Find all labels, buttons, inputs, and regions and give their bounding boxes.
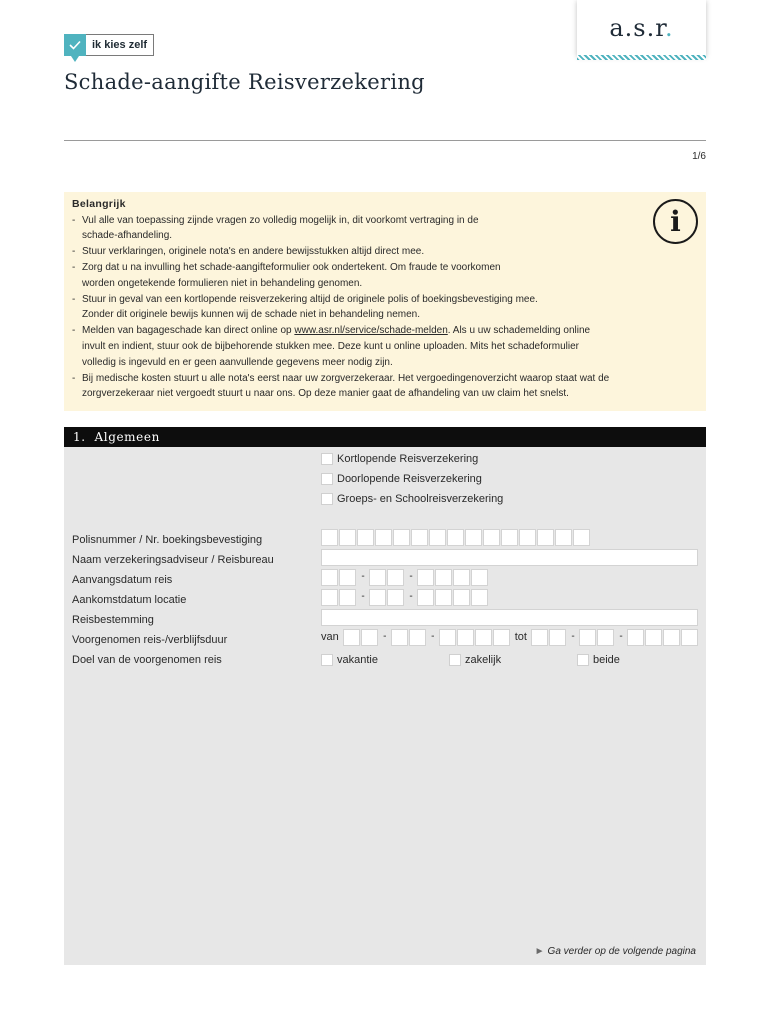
badge-label: ik kies zelf: [86, 34, 154, 56]
page-number: 1/6: [692, 151, 706, 162]
logo-text: a.s.r: [609, 14, 666, 42]
page-title: Schade-aangifte Reisverzekering: [64, 70, 425, 94]
info-list: [72, 213, 698, 403]
label-policy-number: Polisnummer / Nr. boekingsbevestiging: [72, 534, 263, 546]
ik-kies-zelf-badge: [64, 34, 154, 56]
label-advisor: Naam verzekeringsadviseur / Reisbureau: [72, 554, 274, 566]
to-label: tot: [514, 631, 527, 643]
option-groeps-school[interactable]: Groeps- en Schoolreisverzekering: [321, 493, 503, 505]
logo-stripe: [577, 55, 706, 60]
option-doorlopende[interactable]: Doorlopende Reisverzekering: [321, 473, 482, 485]
option-vakantie[interactable]: vakantie: [321, 654, 378, 666]
label-duration: Voorgenomen reis-/verblijfsduur: [72, 634, 228, 646]
checkbox[interactable]: [321, 493, 333, 505]
info-item: - Bij medische kosten stuurt u alle nota's eerst naar uw zorgverzekeraar. Het vergoedingenoverzicht waarop staat wat de zorgverzekeraar niet vergoedt stuurt u naar ons. Op deze manier gaat de afhandeling van uw claim het snelst.: [72, 371, 706, 403]
option-kortlopende[interactable]: Kortlopende Reisverzekering: [321, 453, 478, 465]
info-item: - Melden van bagageschade kan direct online op www.asr.nl/service/schade-melden. Als u uw schademelding online invult en indient, stuur ook de bijbehorende stukken mee. Deze kunt u online uploaden. Mits het schadeformulier volledig is ingevuld en er geen aanvullende gegevens meer nodig zijn.: [72, 323, 706, 370]
info-item: - Zorg dat u na invulling het schade-aangifteformulier ook ondertekent. Om fraude te voorkomen worden ongetekende formulieren niet in behandeling genomen.: [72, 260, 706, 292]
section-number: 1.: [73, 430, 86, 444]
info-item: - Stuur in geval van een kortlopende reisverzekering altijd de originele polis of boekingsbevestiging mee. Zonder dit originele bewijs kunnen wij de schade niet in behandeling nemen.: [72, 292, 706, 324]
duration-input[interactable]: van - - tot - -: [321, 629, 699, 646]
option-beide[interactable]: beide: [577, 654, 620, 666]
asr-logo: [577, 0, 706, 56]
checkbox[interactable]: [321, 654, 333, 666]
checkbox[interactable]: [577, 654, 589, 666]
checkbox[interactable]: [321, 453, 333, 465]
label-destination: Reisbestemming: [72, 614, 154, 626]
continue-note: ► Ga verder op de volgende pagina: [534, 946, 696, 957]
schade-melden-link[interactable]: www.asr.nl/service/schade-melden: [294, 325, 448, 337]
info-item: - Stuur verklaringen, originele nota's en andere bewijsstukken altijd direct mee.: [72, 244, 706, 260]
section-title: Algemeen: [94, 430, 160, 444]
title-divider: [64, 140, 706, 141]
checkbox[interactable]: [321, 473, 333, 485]
section-header-algemeen: [64, 427, 706, 447]
advisor-input[interactable]: [321, 549, 698, 566]
arrival-date-input[interactable]: - -: [321, 589, 489, 606]
departure-date-input[interactable]: - -: [321, 569, 489, 586]
label-departure-date: Aanvangsdatum reis: [72, 574, 173, 586]
section-algemeen-body: [64, 447, 706, 965]
info-title: Belangrijk: [72, 198, 126, 210]
label-arrival-date: Aankomstdatum locatie: [72, 594, 187, 606]
info-icon: i: [653, 199, 698, 244]
destination-input[interactable]: [321, 609, 698, 626]
option-zakelijk[interactable]: zakelijk: [449, 654, 501, 666]
arrow-right-icon: ►: [534, 946, 545, 957]
policy-number-input[interactable]: [321, 529, 591, 546]
checkmark-icon: [64, 34, 86, 56]
from-label: van: [321, 631, 339, 643]
label-purpose: Doel van de voorgenomen reis: [72, 654, 222, 666]
info-item: - Vul alle van toepassing zijnde vragen zo volledig mogelijk in, dit voorkomt vertraging in de schade-afhandeling.: [72, 213, 706, 245]
logo-dot: .: [665, 14, 674, 42]
important-info-box: [64, 192, 706, 411]
checkbox[interactable]: [449, 654, 461, 666]
